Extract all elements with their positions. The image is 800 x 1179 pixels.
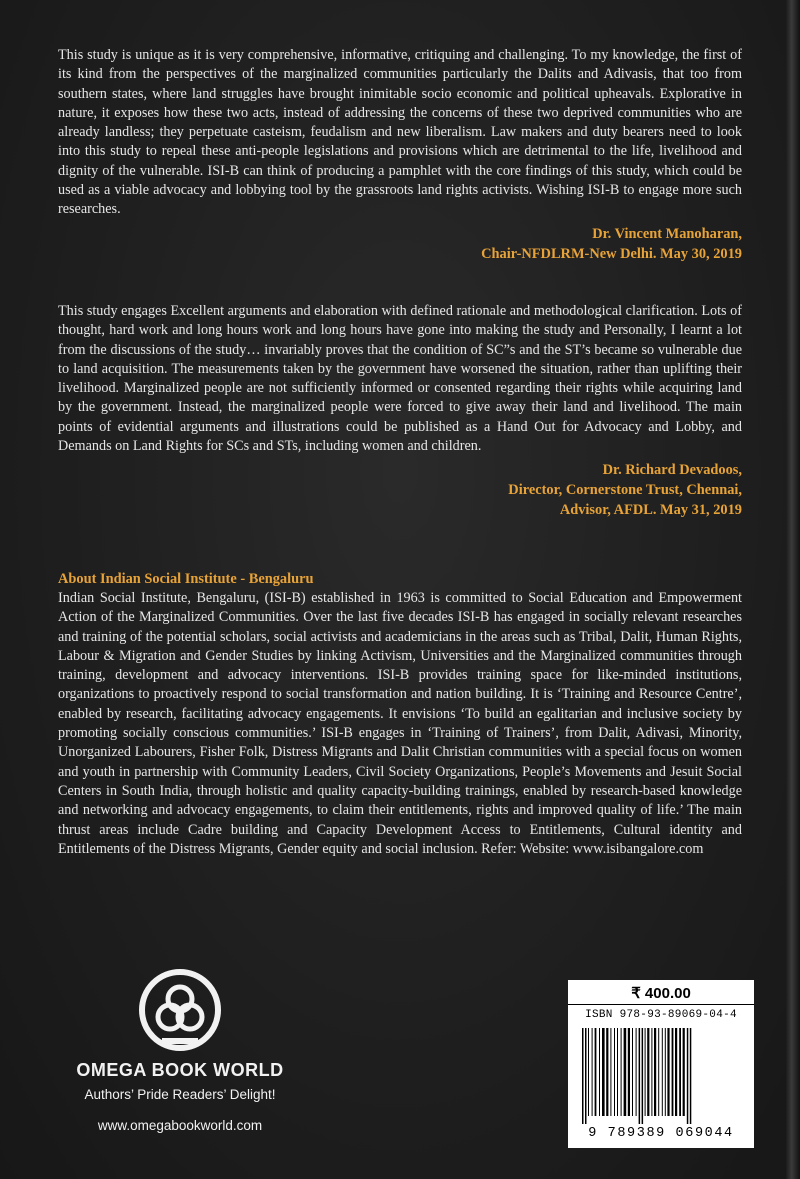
barcode-bar: [585, 1028, 587, 1124]
barcode-bar: [595, 1028, 597, 1116]
about-heading: About Indian Social Institute - Bengaluru: [58, 571, 314, 587]
cover-edge: [786, 0, 800, 1179]
barcode-bar: [662, 1028, 663, 1116]
endorsement-text: This study engages Excellent arguments and elaboration with defined rationale and methodological clarification. Lots of thought, hard work and long hours work and long hours have gone into making the study and Personally, I learnt a lot from the discussions of the study… invariably proves that the condition of SC”s and the ST’s became so vulnerable due to land acquisition. The measurements taken by the government have worsened the situation, rather than uplifting their livelihood. Marginalized people are not sufficiently informed or consented regarding their rights while acquiring land by the government. Instead, the marginalized people were forced to give away their land and livelihood. The main points of evidential arguments and illustrations could be published as a Hand Out for Advocacy and Lobby, and Demands on Land Rights for SCs and STs, including women and children.: [58, 303, 742, 455]
endorsement-richard-devadoos: [58, 302, 742, 520]
endorser-affiliation: Chair-NFDLRM-New Delhi. May 30, 2019: [481, 245, 742, 262]
barcode-bar: [606, 1028, 608, 1116]
omega-logo-icon: [138, 968, 222, 1052]
isbn: ISBN 978-93-89069-04-4: [585, 1009, 737, 1021]
barcode-bar: [582, 1028, 584, 1124]
barcode-bar: [647, 1028, 649, 1116]
barcode-bar: [679, 1028, 681, 1116]
endorser-affiliation-line-2: Advisor, AFDL. May 31, 2019: [559, 502, 742, 519]
barcode-bar: [614, 1028, 615, 1116]
barcode-bar: [675, 1028, 677, 1116]
endorser-name: Dr. Richard Devadoos,: [602, 462, 742, 479]
ean-digits: 9 789389 069044: [588, 1126, 734, 1141]
barcode-icon: [580, 1028, 742, 1124]
barcode-bar: [683, 1028, 685, 1116]
endorsement-attribution: [58, 460, 742, 520]
about-institute: [58, 570, 742, 859]
endorsement-attribution: [58, 224, 742, 264]
publisher-block: [60, 968, 300, 1133]
barcode-bar: [588, 1028, 589, 1116]
barcode-bar: [632, 1028, 633, 1116]
endorsement-vincent-manoharan: [58, 46, 742, 264]
barcode-bar: [658, 1028, 659, 1116]
barcode-bar: [665, 1028, 666, 1116]
endorsement-text: This study is unique as it is very comprehensive, informative, critiquing and challenging. To my knowledge, the first of its kind from the perspectives of the marginalized communities particularly the Dalits and Adivasis, that too from southern states, where land struggles have brought inimitable socio economic and political upheavals. Explorative in nature, it exposes how these two acts, instead of addressing the concerns of these two deprived communities who are already landless; they perpetuate casteism, feudalism and new liberalism. Law makers and duty bearers need to look into this study to repeal these anti-people legislations and provisions which are detrimental to the life, livelihood and dignity of the vulnerable. ISI-B can think of producing a pamphlet with the core findings of this study, which could be used as a viable advocacy and lobbying tool by the grassroots land rights activists. Wishing ISI-B to engage more such researches.: [58, 47, 742, 218]
barcode-bar: [602, 1028, 605, 1116]
barcode-bar: [654, 1028, 656, 1116]
barcode-bar: [642, 1028, 644, 1124]
barcode-bar: [690, 1028, 692, 1124]
endorser-name: Dr. Vincent Manoharan,: [592, 225, 742, 242]
price: ₹ 400.00: [568, 980, 754, 1005]
barcode-bar: [592, 1028, 593, 1116]
publisher-website: www.omegabookworld.com: [97, 1118, 263, 1133]
barcode-bar: [610, 1028, 611, 1116]
barcode-bar: [621, 1028, 622, 1116]
barcode-bar: [672, 1028, 674, 1116]
barcode-bar: [645, 1028, 646, 1116]
barcode-bar: [639, 1028, 641, 1124]
barcode-bar: [651, 1028, 652, 1116]
barcode-bar: [667, 1028, 669, 1116]
barcode-bar: [628, 1028, 630, 1116]
barcode-bar: [599, 1028, 600, 1116]
barcode-label: [568, 980, 754, 1148]
barcode-bar: [617, 1028, 618, 1116]
about-text: Indian Social Institute, Bengaluru, (ISI-B) established in 1963 is committed to Social Education and Empowerment Action of the Marginalized Communities. Over the last five decades ISI-B has engaged in socially relevant researches and training of the potential scholars, social activists and academicians in the areas such as Tribal, Dalit, Human Rights, Labour & Migration and Gender Studies by linking Activism, Universities and the Marginalized communities through training, development and advocacy interventions. ISI-B provides training space for like-minded institutions, organizations to proactively respond to social transformation and nation building. It is ‘Training and Resource Centre’, enabled by research, facilitating advocacy engagements. It envisions ‘To build an egalitarian and inclusive society by promoting socially conscious communities.’ ISI-B engages in ‘Training of Trainers’, from Dalit, Adivasi, Minority, Unorganized Labourers, Fisher Folk, Distress Migrants and Dalit Christian communities with a special focus on women and youth in partnership with Community Leaders, Civil Society Organizations, People’s Movements and Jesuit Social Centers in South India, through holistic and quality capacity-building trainings, enabled by research-based knowledge and networking and advocacy engagements, to claim their entitlements, rights and improved quality of life.’ The main thrust areas include Cadre building and Capacity Development Access to Entitlements, Cultural identity and Entitlements of the Distress Migrants, Gender equity and social inclusion. Refer: Website: www.isibangalore.com: [58, 590, 742, 857]
publisher-name: OMEGA BOOK WORLD: [76, 1060, 284, 1080]
barcode-bar: [624, 1028, 627, 1116]
endorser-affiliation-line-1: Director, Cornerstone Trust, Chennai,: [508, 482, 742, 499]
barcode-bar: [636, 1028, 637, 1116]
publisher-tagline: Authors’ Pride Readers’ Delight!: [84, 1087, 276, 1102]
barcode-bar: [687, 1028, 689, 1124]
